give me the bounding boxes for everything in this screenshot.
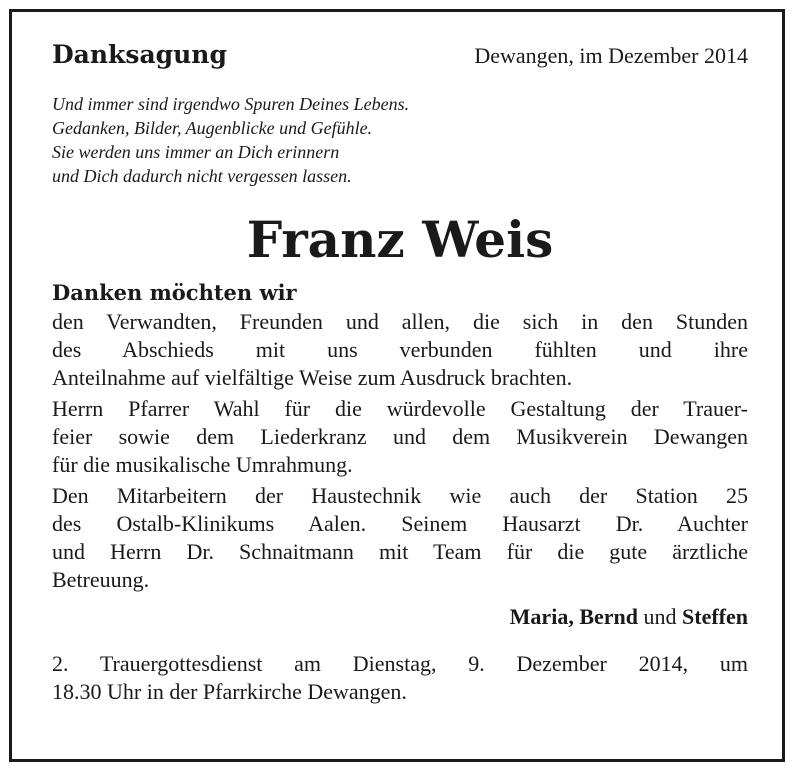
signer-name: Bernd	[579, 604, 639, 629]
paragraph-line: für die musikalische Umrahmung.	[52, 452, 353, 477]
place-date: Dewangen, im Dezember 2014	[474, 43, 748, 68]
paragraph-line: und Herrn Dr. Schnaitmann mit Team für die gute ärztliche	[52, 539, 748, 564]
obituary-notice	[52, 40, 748, 706]
paragraph-line: feier sowie dem Liederkranz und dem Musikverein Dewangen	[52, 424, 748, 449]
thanks-paragraph-pastor	[52, 395, 748, 479]
notice-title: Danksagung	[52, 40, 227, 69]
service-line: 2. Trauergottesdienst am Dienstag, 9. Dezember 2014, um	[52, 651, 748, 676]
paragraph-line: des Ostalb-Klinikums Aalen. Seinem Hausarzt Dr. Auchter	[52, 511, 748, 536]
service-info	[52, 650, 748, 706]
paragraph-line: Den Mitarbeitern der Haustechnik wie auch der Station 25	[52, 483, 748, 508]
poem-line: und Dich dadurch nicht vergessen lassen.	[52, 166, 352, 186]
thanks-paragraph-relatives	[52, 308, 748, 392]
paragraph-line: Herrn Pfarrer Wahl für die würdevolle Gestaltung der Trauer-	[52, 396, 748, 421]
paragraph-line: Anteilnahme auf vielfältige Weise zum Ausdruck brachten.	[52, 365, 573, 390]
deceased-name: Franz Weis	[246, 210, 554, 269]
poem-line: Und immer sind irgendwo Spuren Deines Lebens.	[52, 94, 410, 114]
thanks-heading: Danken möchten wir	[52, 280, 297, 305]
poem	[52, 92, 748, 188]
poem-line: Gedanken, Bilder, Augenblicke und Gefühle.	[52, 118, 373, 138]
notice-header	[52, 40, 748, 80]
poem-line: Sie werden uns immer an Dich erinnern	[52, 142, 340, 162]
paragraph-line: des Abschieds mit uns verbunden fühlten und ihre	[52, 337, 748, 362]
thanks-paragraph-clinic	[52, 482, 748, 594]
signer-name: Steffen	[682, 604, 748, 629]
signer-name: Maria,	[509, 604, 574, 629]
paragraph-line: den Verwandten, Freunden und allen, die sich in den Stunden	[52, 309, 748, 334]
paragraph-line: Betreuung.	[52, 567, 150, 592]
signer-conjunction: und	[643, 604, 677, 629]
signers	[52, 604, 748, 634]
service-line: 18.30 Uhr in der Pfarrkirche Dewangen.	[52, 679, 407, 704]
